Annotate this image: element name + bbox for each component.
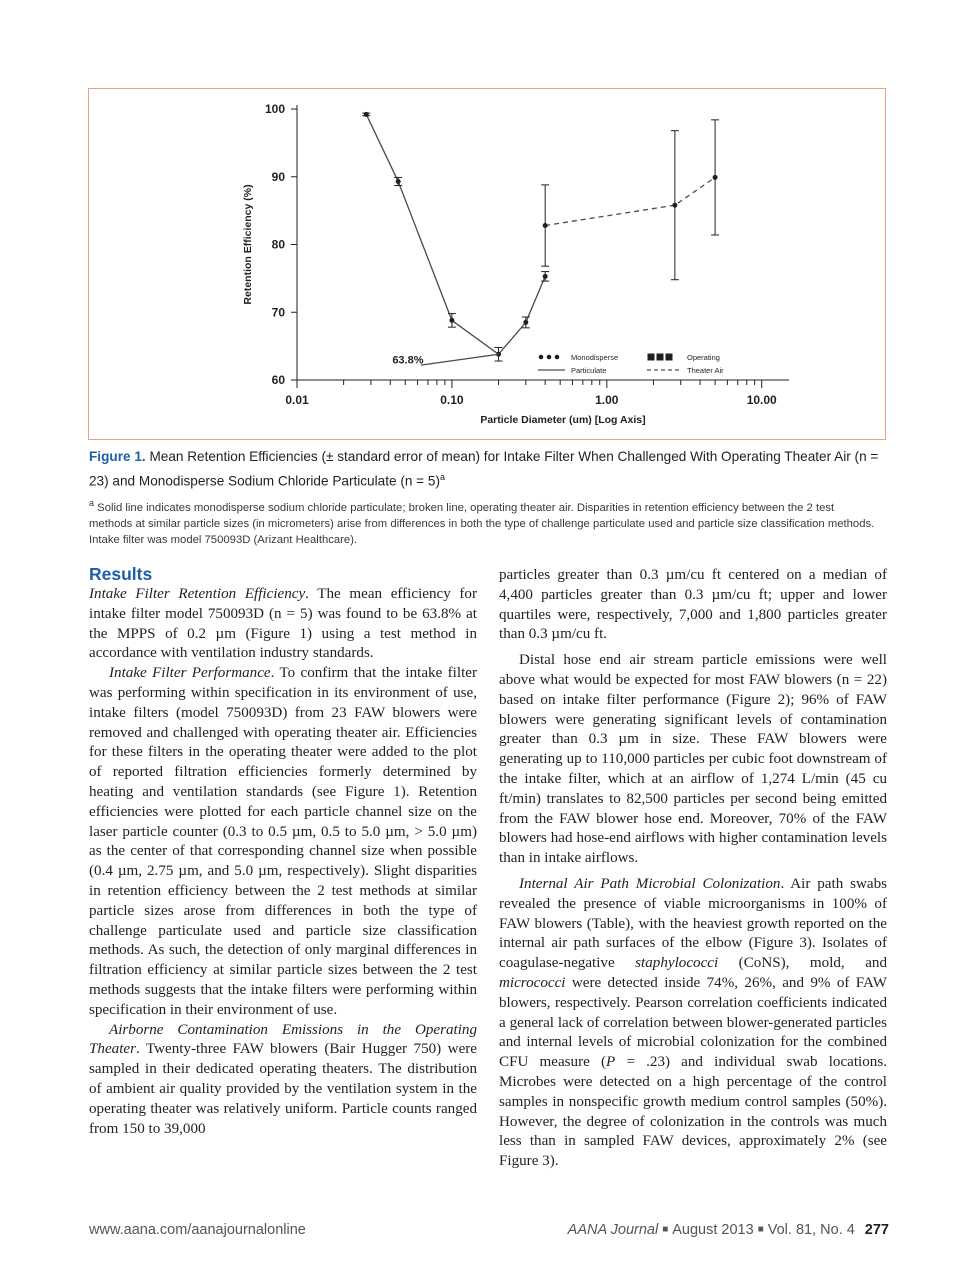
legend-marker (555, 355, 560, 360)
square-separator-icon: ■ (662, 1224, 669, 1235)
caption-title-text: Mean Retention Efficiencies (± standard error of mean) for Intake Filter When Challenged With Operating Theater Air (n = 23) and Monodisperse Sodium Chloride Particulate (n = 5) (89, 449, 879, 489)
journal-name: AANA Journal (567, 1222, 659, 1238)
legend-marker (547, 355, 552, 360)
x-tick-label: 0.10 (440, 393, 464, 407)
left-column (89, 563, 477, 1139)
paragraph (499, 875, 887, 1172)
caption-note (89, 495, 879, 549)
italic-term: staphylococci (635, 955, 719, 972)
retention-efficiency-chart (89, 89, 887, 441)
legend-marker (657, 354, 664, 361)
paragraph-text: . The mean efficiency for intake filter model 750093D (n = 5) was found to be 63.8% at the MPPS of 0.2 µm (Figure 1) using a test method in accordance with ventilation industry standards. (89, 586, 477, 662)
paragraph-text: = .23) and individual swab locations. Microbes were detected on a high percentage of the control samples in nonspecific growth medium control samples (50%). However, the degree of colonization in the controls was much less than in sampled FAW devices, approximately 2% (see Figure 3). (499, 1054, 887, 1170)
y-tick-label: 80 (271, 237, 285, 252)
x-axis-label: Particle Diameter (um) [Log Axis] (480, 414, 646, 426)
y-tick-label: 90 (271, 169, 285, 184)
x-tick-label: 10.00 (746, 393, 777, 407)
y-tick-label: 100 (264, 102, 285, 116)
data-point (543, 274, 548, 279)
min-annotation-label: 63.8% (392, 354, 424, 367)
paragraph (89, 585, 477, 664)
issue-date: August 2013 (672, 1222, 754, 1238)
x-tick-label: 0.01 (285, 393, 309, 407)
y-tick-label: 70 (271, 305, 285, 320)
caption-title (89, 447, 879, 492)
right-column (499, 566, 887, 1172)
data-point (364, 112, 369, 117)
series-line-monodisperse (366, 114, 545, 354)
data-point (449, 318, 454, 323)
paragraph-text: . To confirm that the intake filter was performing within specification in its environment of use, intake filters (model 750093D) from 23 FAW blowers were removed and challenged with operating theater air. Efficiencies for these filters in the operating theater were added to the plot of reported filtration efficiencies formerly determined by heating and ventilation standards (see Figure 1). Retention efficiencies were plotted for each particle channel size on the laser particle counter (0.3 to 0.5 µm, 0.5 to 5.0 µm, > 5.0 µm) as the center of that corresponding channel size when possible (0.4 µm, 2.75 µm, and 5.0 µm, respectively). Slight disparities in retention efficiency between the 2 test methods at similar particle sizes arose from differences in both the type of challenge particulate used and particle size classification methods. As such, the detection of only marginal differences in filtration efficiency at similar particle sizes between the 2 test methods suggests that the intake filters were performing within specification in their environment of use. (89, 665, 477, 1018)
data-point (672, 203, 677, 208)
page-number: 277 (864, 1222, 889, 1238)
journal-url-link[interactable]: www.aana.com/aanajournalonline (89, 1222, 306, 1238)
volume-number: Vol. 81, No. 4 (767, 1222, 855, 1238)
y-axis-label: Retention Efficiency (%) (242, 184, 254, 305)
runin-heading: Airborne Contamination Emissions in the Operating Theater (89, 1021, 477, 1058)
figure-caption (89, 447, 879, 549)
paragraph: particles greater than 0.3 µm/cu ft centered on a median of 4,400 particles greater than 0.3 µm/cu ft; upper and lower quartiles were, respectively, 7,000 and 1,800 particles greater than 0.3 µm/cu ft. (499, 567, 887, 643)
runin-heading: Intake Filter Retention Efficiency (89, 586, 306, 602)
results-heading: Results (89, 564, 153, 584)
paragraph-text: . Twenty-three FAW blowers (Bair Hugger 750) were sampled in their dedicated operating theaters. The distribution of ambient air quality provided by the ventilation system in the operating theater was relatively uniform. Particle counts ranged from 150 to 39,000 (89, 1041, 477, 1137)
legend-label: Theater Air (687, 366, 724, 375)
runin-heading: Internal Air Path Microbial Colonization (519, 875, 781, 892)
italic-term: micrococci (499, 974, 566, 991)
legend-marker (539, 355, 544, 360)
caption-title-sup: a (439, 472, 445, 482)
caption-note-sup: a (89, 497, 95, 508)
page-footer (89, 1222, 889, 1242)
journal-citation (568, 1222, 889, 1238)
data-point (523, 320, 528, 325)
paragraph (89, 664, 477, 1020)
caption-note-text: Solid line indicates monodisperse sodium chloride particulate; broken line, operating theater air. Disparities in retention efficiency between the 2 test methods at similar particle sizes (in micrometers) arise from differences in both the type of challenge particulate used and particle size classification methods. Intake filter was model 750093D (Arizant Healthcare). (89, 501, 875, 547)
paragraph-text: (CoNS), mold, and (718, 955, 888, 972)
legend-marker (648, 354, 655, 361)
data-point (396, 179, 401, 184)
runin-heading: Intake Filter Performance (109, 665, 271, 682)
legend-label: Monodisperse (571, 353, 619, 362)
annotation-leader (421, 354, 499, 365)
italic-term: P (606, 1054, 616, 1071)
legend-label: Operating (687, 353, 720, 362)
data-point (713, 175, 718, 180)
square-separator-icon: ■ (757, 1224, 764, 1235)
y-tick-label: 60 (271, 373, 285, 387)
paragraph-text: were detected inside 74%, 26%, and 9% of FAW blowers, respectively. Pearson correlation coefficients indicated a general lack of correlation between blower-generated particles and internal levels of microbial colonization for the combined CFU measure ( (499, 974, 887, 1071)
caption-label: Figure 1. (89, 449, 146, 464)
series-line-operating-theater-air (545, 177, 715, 225)
paragraph: Distal hose end air stream particle emissions were well above what would be expected for most FAW blowers (n = 22) based on intake filter performance (Figure 2); 96% of FAW blowers were generating significant levels of contamination greater than 0.3 µm in size. These FAW blowers were generating up to 110,000 particles per cubic foot downstream of the intake filter, which at an airflow of 1,274 L/min (45 cu ft/min) translates to 82,500 particles per second being emitted from the FAW blower hose end. Moreover, 70% of the FAW blowers had hose-end airflows with higher contamination levels than in intake airflows. (499, 652, 887, 867)
legend-label: Particulate (571, 366, 607, 375)
paragraph (89, 1021, 477, 1140)
paragraph-text: . Air path swabs revealed the presence of viable microorganisms in 100% of FAW blowers (Table), with the heaviest growth reported on the internal air path surfaces of the elbow (Figure 3). Isolates of coagulase-negative (499, 875, 888, 972)
legend-marker (666, 354, 673, 361)
data-point (543, 223, 548, 228)
figure-1 (88, 88, 886, 440)
x-tick-label: 1.00 (595, 393, 619, 407)
